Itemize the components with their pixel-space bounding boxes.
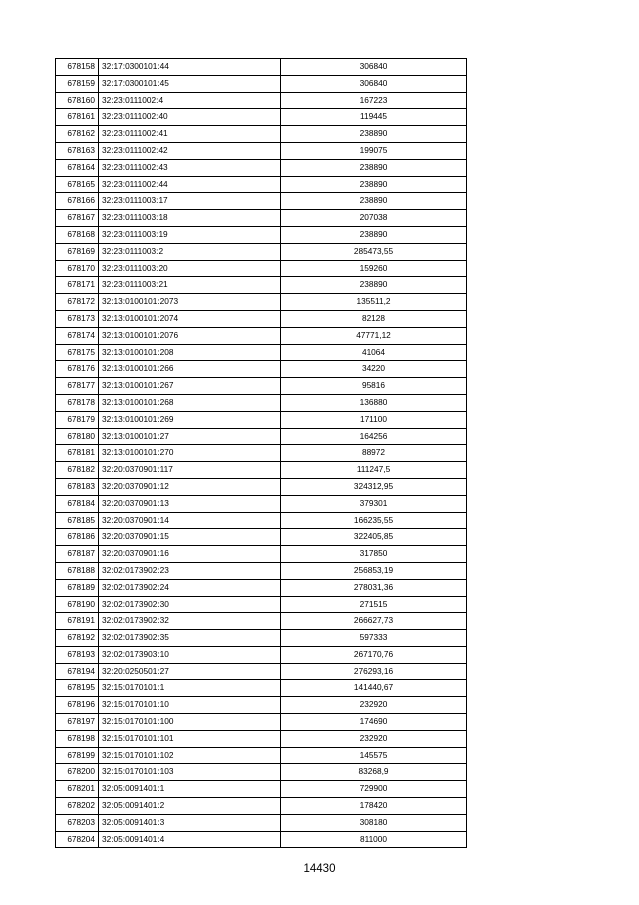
table-row [56, 176, 467, 193]
cadastral-number-cell: 32:23:0111002:43 [99, 159, 281, 176]
table-body [56, 59, 467, 848]
table-row [56, 243, 467, 260]
row-number-cell: 678190 [56, 596, 99, 613]
table-row [56, 226, 467, 243]
cadastral-value-cell: 276293,16 [281, 663, 467, 680]
table-row [56, 764, 467, 781]
cadastral-number-cell: 32:20:0370901:15 [99, 529, 281, 546]
row-number-cell: 678197 [56, 714, 99, 731]
cadastral-value-cell: 174690 [281, 714, 467, 731]
cadastral-number-cell: 32:02:0173902:24 [99, 579, 281, 596]
table-row [56, 781, 467, 798]
table-row [56, 730, 467, 747]
table-row [56, 462, 467, 479]
cadastral-value-cell: 95816 [281, 378, 467, 395]
row-number-cell: 678173 [56, 310, 99, 327]
table-row [56, 495, 467, 512]
table-row [56, 294, 467, 311]
cadastral-value-cell: 199075 [281, 142, 467, 159]
cadastral-value-cell: 34220 [281, 361, 467, 378]
row-number-cell: 678170 [56, 260, 99, 277]
cadastral-value-cell: 278031,36 [281, 579, 467, 596]
cadastral-value-cell: 159260 [281, 260, 467, 277]
row-number-cell: 678200 [56, 764, 99, 781]
table-row [56, 562, 467, 579]
table-row [56, 75, 467, 92]
cadastral-number-cell: 32:15:0170101:102 [99, 747, 281, 764]
row-number-cell: 678161 [56, 109, 99, 126]
cadastral-value-cell: 306840 [281, 59, 467, 76]
table-row [56, 260, 467, 277]
document-sheet [55, 58, 466, 848]
row-number-cell: 678195 [56, 680, 99, 697]
cadastral-value-cell: 267170,76 [281, 646, 467, 663]
cadastral-value-cell: 232920 [281, 730, 467, 747]
cadastral-number-cell: 32:17:0300101:45 [99, 75, 281, 92]
row-number-cell: 678201 [56, 781, 99, 798]
cadastral-number-cell: 32:20:0370901:16 [99, 546, 281, 563]
row-number-cell: 678166 [56, 193, 99, 210]
cadastral-number-cell: 32:23:0111002:42 [99, 142, 281, 159]
row-number-cell: 678184 [56, 495, 99, 512]
cadastral-value-cell: 145575 [281, 747, 467, 764]
cadastral-number-cell: 32:05:0091401:4 [99, 831, 281, 848]
cadastral-number-cell: 32:15:0170101:10 [99, 697, 281, 714]
table-row [56, 596, 467, 613]
row-number-cell: 678191 [56, 613, 99, 630]
cadastral-number-cell: 32:20:0370901:117 [99, 462, 281, 479]
cadastral-number-cell: 32:13:0100101:266 [99, 361, 281, 378]
table-row [56, 126, 467, 143]
cadastral-number-cell: 32:13:0100101:267 [99, 378, 281, 395]
cadastral-value-cell: 141440,67 [281, 680, 467, 697]
row-number-cell: 678203 [56, 814, 99, 831]
table-row [56, 630, 467, 647]
cadastral-value-cell: 171100 [281, 411, 467, 428]
cadastral-value-cell: 597333 [281, 630, 467, 647]
cadastral-number-cell: 32:05:0091401:3 [99, 814, 281, 831]
row-number-cell: 678192 [56, 630, 99, 647]
cadastral-value-cell: 322405,85 [281, 529, 467, 546]
table-row [56, 646, 467, 663]
cadastral-value-cell: 207038 [281, 210, 467, 227]
cadastral-value-cell: 238890 [281, 126, 467, 143]
cadastral-number-cell: 32:23:0111003:19 [99, 226, 281, 243]
row-number-cell: 678162 [56, 126, 99, 143]
table-row [56, 512, 467, 529]
row-number-cell: 678202 [56, 798, 99, 815]
cadastral-number-cell: 32:05:0091401:1 [99, 781, 281, 798]
cadastral-number-cell: 32:20:0370901:13 [99, 495, 281, 512]
cadastral-value-cell: 266627,73 [281, 613, 467, 630]
cadastral-number-cell: 32:15:0170101:1 [99, 680, 281, 697]
table-row [56, 579, 467, 596]
cadastral-value-cell: 41064 [281, 344, 467, 361]
table-row [56, 663, 467, 680]
row-number-cell: 678160 [56, 92, 99, 109]
table-row [56, 310, 467, 327]
row-number-cell: 678204 [56, 831, 99, 848]
cadastral-value-cell: 166235,55 [281, 512, 467, 529]
table-row [56, 210, 467, 227]
cadastral-value-cell: 111247,5 [281, 462, 467, 479]
row-number-cell: 678186 [56, 529, 99, 546]
cadastral-value-cell: 88972 [281, 445, 467, 462]
cadastral-value-cell: 136880 [281, 394, 467, 411]
row-number-cell: 678193 [56, 646, 99, 663]
table-row [56, 529, 467, 546]
table-row [56, 92, 467, 109]
cadastral-number-cell: 32:13:0100101:2073 [99, 294, 281, 311]
cadastral-value-cell: 729900 [281, 781, 467, 798]
table-row [56, 277, 467, 294]
table-row [56, 814, 467, 831]
table-row [56, 394, 467, 411]
table-row [56, 831, 467, 848]
row-number-cell: 678174 [56, 327, 99, 344]
cadastral-value-cell: 82128 [281, 310, 467, 327]
cadastral-number-cell: 32:20:0370901:14 [99, 512, 281, 529]
row-number-cell: 678181 [56, 445, 99, 462]
row-number-cell: 678188 [56, 562, 99, 579]
cadastral-number-cell: 32:15:0170101:103 [99, 764, 281, 781]
row-number-cell: 678159 [56, 75, 99, 92]
cadastral-number-cell: 32:20:0250501:27 [99, 663, 281, 680]
row-number-cell: 678178 [56, 394, 99, 411]
row-number-cell: 678177 [56, 378, 99, 395]
table-row [56, 59, 467, 76]
row-number-cell: 678163 [56, 142, 99, 159]
cadastral-number-cell: 32:23:0111003:20 [99, 260, 281, 277]
cadastral-number-cell: 32:02:0173902:23 [99, 562, 281, 579]
cadastral-value-table [55, 58, 467, 848]
table-row [56, 478, 467, 495]
cadastral-number-cell: 32:02:0173902:30 [99, 596, 281, 613]
row-number-cell: 678198 [56, 730, 99, 747]
cadastral-value-cell: 379301 [281, 495, 467, 512]
row-number-cell: 678196 [56, 697, 99, 714]
table-row [56, 697, 467, 714]
cadastral-number-cell: 32:23:0111002:4 [99, 92, 281, 109]
cadastral-value-cell: 256853,19 [281, 562, 467, 579]
cadastral-number-cell: 32:17:0300101:44 [99, 59, 281, 76]
cadastral-value-cell: 285473,55 [281, 243, 467, 260]
cadastral-number-cell: 32:15:0170101:100 [99, 714, 281, 731]
table-row [56, 344, 467, 361]
table-row [56, 193, 467, 210]
cadastral-number-cell: 32:23:0111003:17 [99, 193, 281, 210]
cadastral-value-cell: 135511,2 [281, 294, 467, 311]
cadastral-number-cell: 32:05:0091401:2 [99, 798, 281, 815]
cadastral-number-cell: 32:23:0111003:2 [99, 243, 281, 260]
table-row [56, 445, 467, 462]
cadastral-number-cell: 32:02:0173903:10 [99, 646, 281, 663]
cadastral-number-cell: 32:15:0170101:101 [99, 730, 281, 747]
cadastral-value-cell: 119445 [281, 109, 467, 126]
table-row [56, 747, 467, 764]
table-row [56, 613, 467, 630]
table-row [56, 361, 467, 378]
cadastral-number-cell: 32:13:0100101:270 [99, 445, 281, 462]
row-number-cell: 678168 [56, 226, 99, 243]
cadastral-value-cell: 271515 [281, 596, 467, 613]
row-number-cell: 678194 [56, 663, 99, 680]
cadastral-number-cell: 32:13:0100101:2074 [99, 310, 281, 327]
cadastral-number-cell: 32:23:0111002:40 [99, 109, 281, 126]
row-number-cell: 678185 [56, 512, 99, 529]
cadastral-number-cell: 32:13:0100101:27 [99, 428, 281, 445]
row-number-cell: 678176 [56, 361, 99, 378]
table-row [56, 546, 467, 563]
cadastral-number-cell: 32:13:0100101:269 [99, 411, 281, 428]
row-number-cell: 678165 [56, 176, 99, 193]
cadastral-value-cell: 238890 [281, 159, 467, 176]
row-number-cell: 678169 [56, 243, 99, 260]
row-number-cell: 678164 [56, 159, 99, 176]
cadastral-number-cell: 32:23:0111002:44 [99, 176, 281, 193]
cadastral-number-cell: 32:13:0100101:208 [99, 344, 281, 361]
cadastral-number-cell: 32:20:0370901:12 [99, 478, 281, 495]
cadastral-number-cell: 32:23:0111003:18 [99, 210, 281, 227]
cadastral-value-cell: 83268,9 [281, 764, 467, 781]
table-row [56, 680, 467, 697]
cadastral-number-cell: 32:13:0100101:268 [99, 394, 281, 411]
table-row [56, 327, 467, 344]
cadastral-number-cell: 32:23:0111003:21 [99, 277, 281, 294]
page-number: 14430 [303, 863, 336, 875]
cadastral-value-cell: 238890 [281, 176, 467, 193]
table-row [56, 142, 467, 159]
row-number-cell: 678189 [56, 579, 99, 596]
table-row [56, 411, 467, 428]
cadastral-value-cell: 238890 [281, 226, 467, 243]
row-number-cell: 678167 [56, 210, 99, 227]
cadastral-value-cell: 47771,12 [281, 327, 467, 344]
row-number-cell: 678179 [56, 411, 99, 428]
cadastral-value-cell: 306840 [281, 75, 467, 92]
cadastral-value-cell: 238890 [281, 277, 467, 294]
cadastral-value-cell: 811000 [281, 831, 467, 848]
table-row [56, 714, 467, 731]
table-row [56, 428, 467, 445]
cadastral-value-cell: 317850 [281, 546, 467, 563]
row-number-cell: 678158 [56, 59, 99, 76]
cadastral-value-cell: 167223 [281, 92, 467, 109]
cadastral-number-cell: 32:02:0173902:32 [99, 613, 281, 630]
table-row [56, 109, 467, 126]
row-number-cell: 678171 [56, 277, 99, 294]
table-row [56, 378, 467, 395]
cadastral-value-cell: 232920 [281, 697, 467, 714]
cadastral-value-cell: 238890 [281, 193, 467, 210]
cadastral-number-cell: 32:13:0100101:2076 [99, 327, 281, 344]
cadastral-number-cell: 32:23:0111002:41 [99, 126, 281, 143]
row-number-cell: 678180 [56, 428, 99, 445]
row-number-cell: 678199 [56, 747, 99, 764]
row-number-cell: 678175 [56, 344, 99, 361]
cadastral-value-cell: 178420 [281, 798, 467, 815]
cadastral-value-cell: 164256 [281, 428, 467, 445]
table-row [56, 159, 467, 176]
cadastral-number-cell: 32:02:0173902:35 [99, 630, 281, 647]
cadastral-value-cell: 308180 [281, 814, 467, 831]
row-number-cell: 678182 [56, 462, 99, 479]
row-number-cell: 678172 [56, 294, 99, 311]
cadastral-value-cell: 324312,95 [281, 478, 467, 495]
row-number-cell: 678183 [56, 478, 99, 495]
table-row [56, 798, 467, 815]
row-number-cell: 678187 [56, 546, 99, 563]
